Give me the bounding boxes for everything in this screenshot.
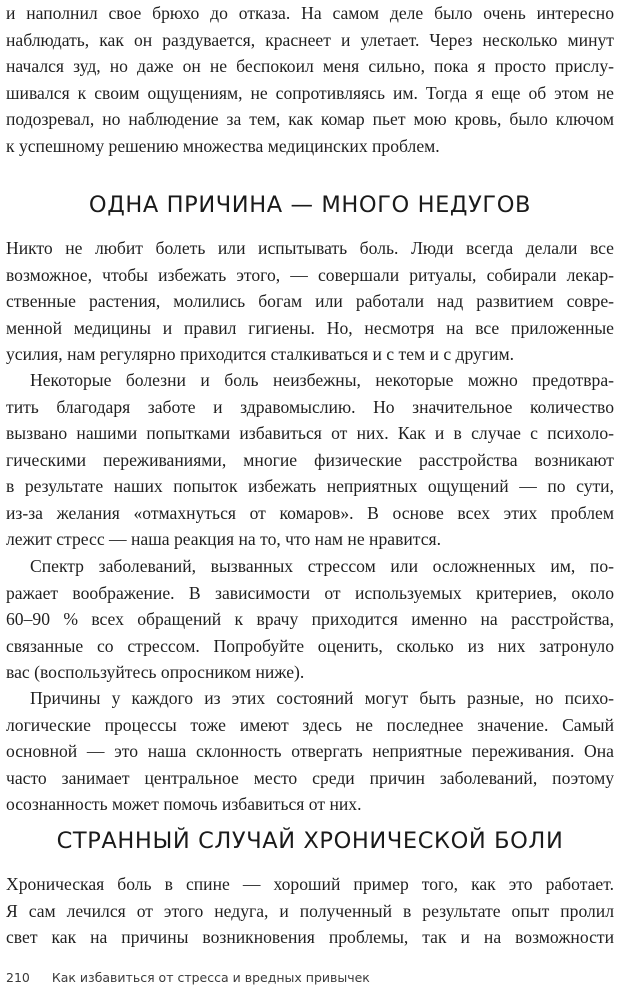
- text-line: начался зуд, но даже он не беспокоил меня сильно, пока я просто прислу-: [6, 56, 614, 76]
- text-line: возможное, чтобы избежать этого, — совершали ритуалы, собирали лекар-: [6, 264, 614, 285]
- text-line: Причины у каждого из этих состояний могут быть разные, но психо-: [30, 688, 614, 708]
- text-line: вызвано нашими попытками избавиться от них. Как и в случае с психоло-: [6, 423, 614, 443]
- text-line: менной медицины и правил гигиены. Но, несмотря на все приложенные: [6, 317, 614, 338]
- text-line: лежит стресс — наша реакция на то, что нам не нравится.: [6, 529, 441, 549]
- text-line: и наполнил свое брюхо до отказа. На самом деле было очень интересно: [6, 3, 614, 23]
- text-line: наблюдать, как он раздувается, краснеет и улетает. Через несколько минут: [6, 29, 614, 50]
- text-line: часто занимает центральное место среди причин заболеваний, поэтому: [6, 767, 614, 788]
- text-line: из-за желания «отмахнуться от комаров». В основе всех этих проблем: [6, 502, 614, 523]
- text-line: тить благодаря заботе и здравомыслию. Но значительное количество: [6, 396, 614, 417]
- text-line: свет как на причины возникновения проблемы, так и на возможности: [6, 927, 614, 947]
- text-line: Хроническая боль в спине — хороший пример того, как это работает.: [6, 874, 614, 894]
- text-line: Я сам лечился от этого недуга, и полученный в результате опыт пролил: [6, 900, 614, 921]
- text-line: усилия, нам регулярно приходится сталкиваться и с тем и с другим.: [6, 344, 515, 364]
- running-title: Как избавиться от стресса и вредных привычек: [51, 970, 370, 985]
- text-line: шивался к своим ощущениям, не сопротивляясь им. Тогда я еще об этом не: [6, 82, 614, 103]
- paragraph: [6, 685, 614, 818]
- page-footer: [6, 970, 606, 985]
- text-line: логические процессы тоже имеют здесь не последнее значение. Самый: [6, 714, 614, 735]
- section-heading: СТРАННЫЙ СЛУЧАЙ ХРОНИЧЕСКОЙ БОЛИ: [56, 828, 564, 854]
- page-number: 210: [6, 970, 30, 985]
- text-line: ражает воображение. В зависимости от используемых критериев, около: [6, 582, 614, 603]
- text-line: Спектр заболеваний, вызванных стрессом или осложненных им, по-: [30, 556, 614, 576]
- text-line: 60–90 % всех обращений к врачу приходится именно на расстройства,: [6, 609, 614, 629]
- paragraph: [6, 553, 614, 686]
- paragraph: [6, 871, 614, 951]
- text-line: осознанность может помочь избавиться от них.: [6, 794, 362, 814]
- paragraph: [6, 235, 614, 368]
- text-line: ственные растения, молились богам или работали над развитием совре-: [6, 291, 614, 311]
- text-line: Никто не любит болеть или испытывать боль. Люди всегда делали все: [6, 238, 614, 258]
- text-line: вас (воспользуйтесь опросником ниже).: [6, 662, 305, 682]
- text-line: гическими переживаниями, многие физические расстройства возникают: [6, 449, 614, 470]
- text-line: к успешному решению множества медицинских проблем.: [6, 135, 440, 156]
- text-line: связанные со стрессом. Попробуйте оценить, сколько из них затронуло: [6, 635, 614, 656]
- text-line: в результате наших попыток избежать неприятных ощущений — по сути,: [6, 476, 614, 496]
- section-heading: ОДНА ПРИЧИНА — МНОГО НЕДУГОВ: [88, 192, 532, 218]
- top-paragraph: [6, 0, 614, 159]
- text-line: основной — это наша склонность отвергать неприятные переживания. Она: [6, 741, 614, 761]
- paragraph: [6, 367, 614, 553]
- text-line: подозревал, но наблюдение за тем, как комар пьет мою кровь, было ключом: [6, 109, 614, 129]
- text-line: Некоторые болезни и боль неизбежны, некоторые можно предотвра-: [30, 370, 614, 390]
